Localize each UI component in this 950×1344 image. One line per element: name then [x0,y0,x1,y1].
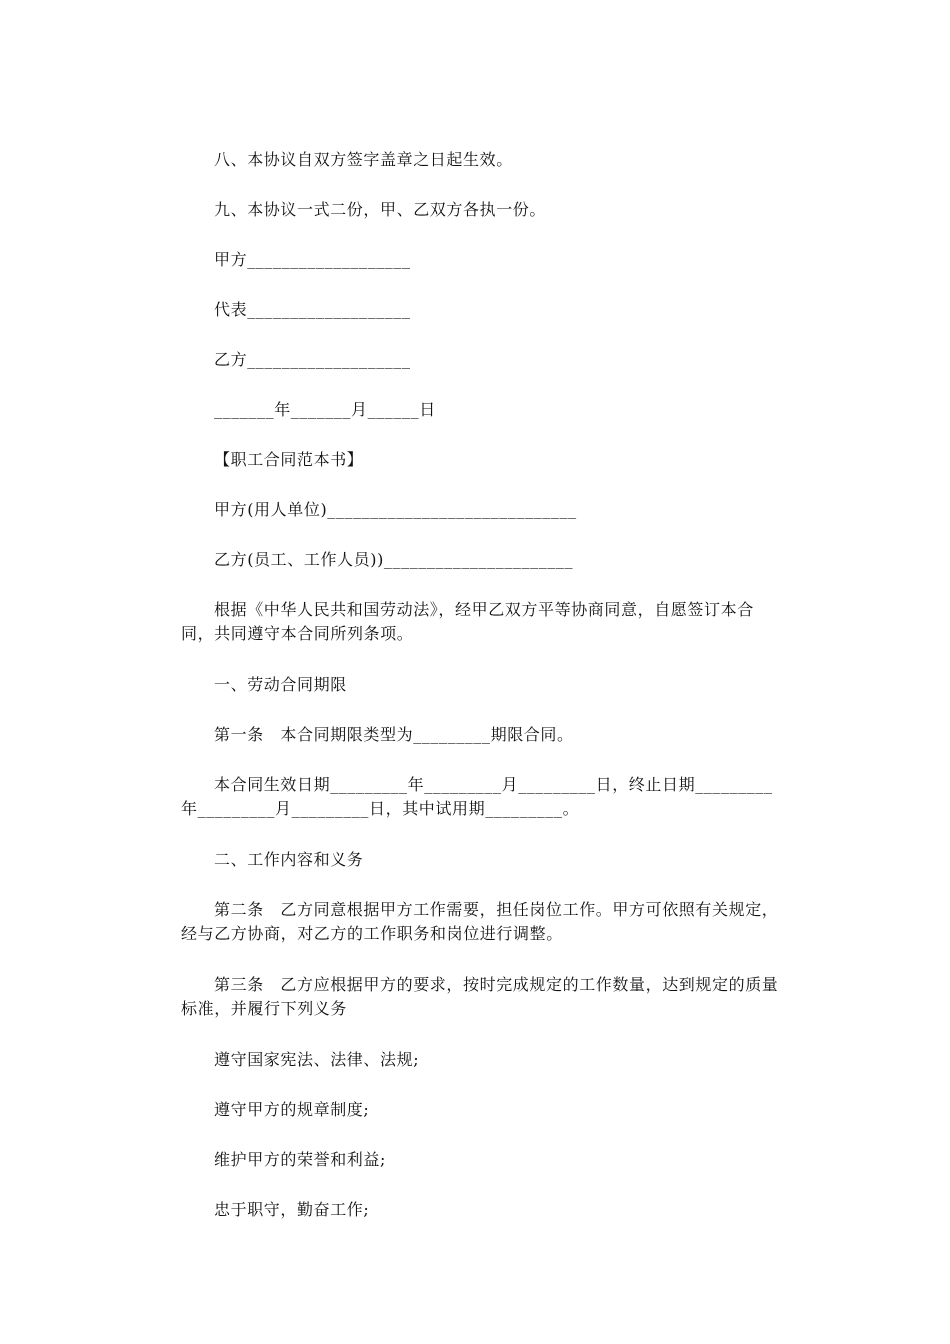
heading-contract-term: 一、劳动合同期限 [214,675,347,694]
duty-item-honor: 维护甲方的荣誉和利益; [214,1150,386,1169]
article-three: 第三条 乙方应根据甲方的要求，按时完成规定的工作数量，达到规定的质量标准，并履行下列义务 [181,975,779,1018]
section-title: 【职工合同范本书】 [214,450,364,469]
representative-signature-line: 代表___________________ [214,300,411,319]
article-one: 第一条 本合同期限类型为_________期限合同。 [214,725,574,744]
duty-item-rules: 遵守甲方的规章制度; [214,1100,370,1119]
effective-dates-paragraph: 本合同生效日期_________年_________月_________日，终止日期_________年_________月_________日，其中试用期_________。 [181,775,773,818]
party-a-signature-line: 甲方___________________ [214,250,411,269]
article-two: 第二条 乙方同意根据甲方工作需要，担任岗位工作。甲方可依照有关规定，经与乙方协商，对乙方的工作职务和岗位进行调整。 [181,900,779,943]
clause-nine: 九、本协议一式二份，甲、乙双方各执一份。 [214,200,547,219]
employee-line: 乙方(员工、工作人员))______________________ [214,550,574,569]
party-b-signature-line: 乙方___________________ [214,350,411,369]
clause-eight: 八、本协议自双方签字盖章之日起生效。 [214,150,513,169]
duty-item-diligence: 忠于职守，勤奋工作; [214,1200,370,1219]
heading-work-duties: 二、工作内容和义务 [214,850,364,869]
date-line: _______年_______月______日 [214,400,436,419]
preamble-paragraph: 根据《中华人民共和国劳动法》，经甲乙双方平等协商同意，自愿签订本合同，共同遵守本合同所列条项。 [181,600,754,643]
duty-item-law: 遵守国家宪法、法律、法规; [214,1050,420,1069]
employer-line: 甲方(用人单位)_____________________________ [214,500,577,519]
